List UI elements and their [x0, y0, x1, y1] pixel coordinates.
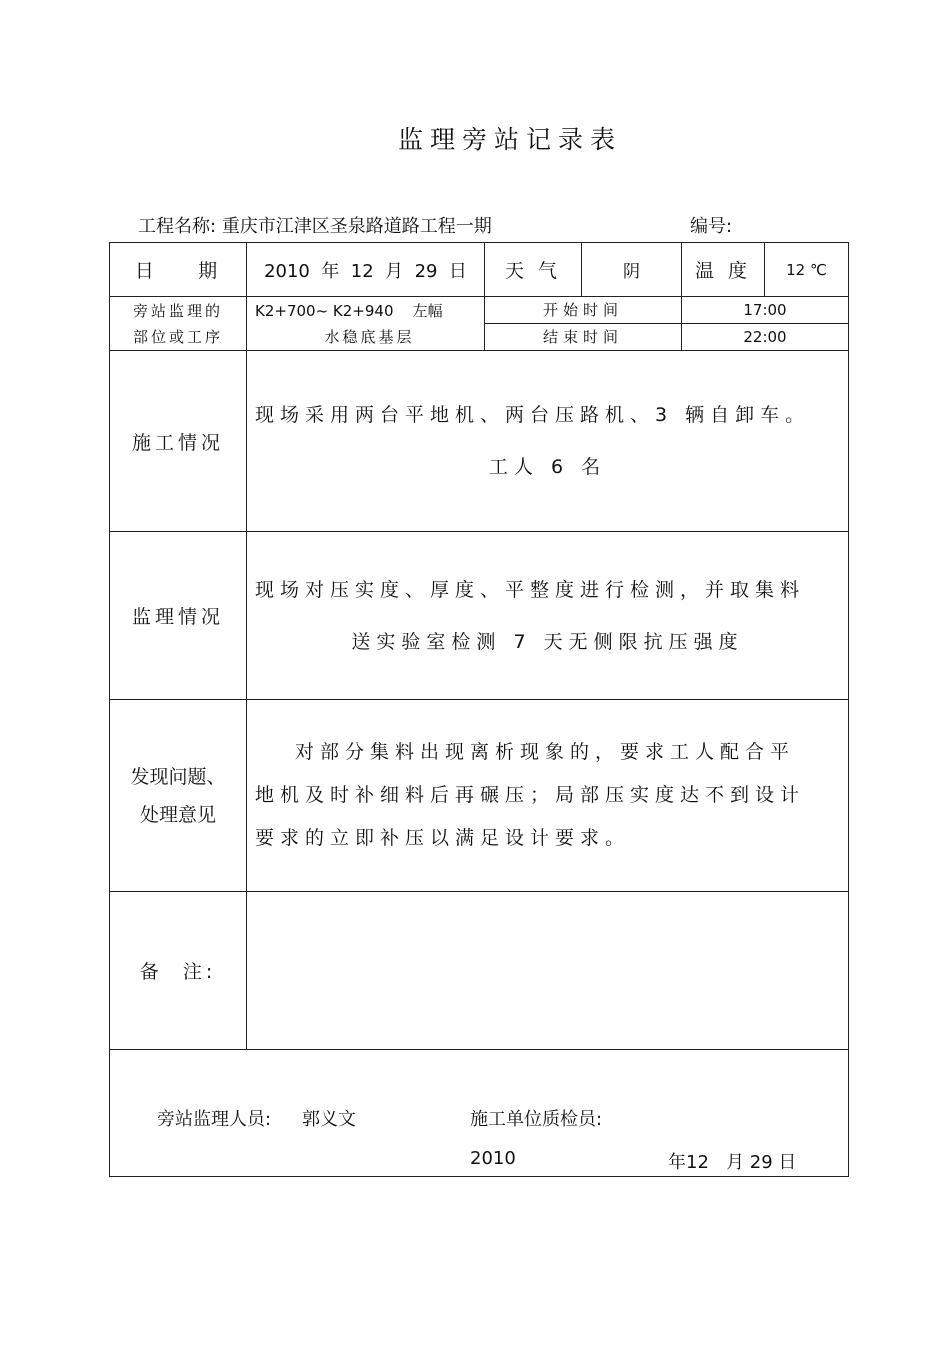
weather-value: 阴 [582, 243, 682, 297]
signature-date: 年12 月 29 日 [668, 1152, 797, 1173]
position-label-line1: 旁站监理的 [132, 301, 223, 320]
start-time-value: 17:00 [682, 297, 848, 324]
end-time-label: 结束时间 [542, 328, 623, 346]
inspector-label: 施工单位质检员: [470, 1109, 603, 1130]
row-date [110, 243, 849, 297]
time-labels [485, 297, 682, 351]
weather-label: 天 气 [485, 243, 582, 297]
issues-label [110, 700, 247, 892]
issues-line2: 地机及时补细料后再碾压；局部压实度达不到设计 [255, 784, 806, 806]
date-value: 2010 年 12 月 29 日 [247, 243, 485, 297]
supervisor-label: 旁站监理人员: [157, 1109, 272, 1130]
time-values [682, 297, 849, 351]
position-value-line2: 水稳底基层 [324, 327, 415, 346]
supervision-content [247, 532, 849, 700]
row-construction [110, 351, 849, 532]
construction-line1: 现场采用两台平地机、两台压路机、3 辆自卸车。 [255, 404, 811, 426]
remarks-label: 备 注: [110, 892, 247, 1050]
row-signature [110, 1050, 849, 1177]
issues-line1: 对部分集料出现离析现象的，要求工人配合平 [295, 741, 796, 763]
row-position [110, 297, 849, 351]
construction-line2: 工人 6 名 [488, 456, 607, 478]
date-label: 日 期 [110, 243, 247, 297]
row-remarks [110, 892, 849, 1050]
row-issues [110, 700, 849, 892]
project-name [138, 212, 492, 238]
temperature-label: 温 度 [682, 243, 765, 297]
issues-label-line1: 发现问题、 [130, 765, 226, 788]
project-name-value: 重庆市江津区圣泉路道路工程一期 [221, 216, 492, 237]
document-title: 监理旁站记录表 [397, 125, 622, 154]
end-time-value: 22:00 [743, 328, 787, 346]
supervisor-name: 郭义文 [302, 1109, 356, 1130]
project-label: 工程名称: [138, 216, 217, 237]
record-table [109, 242, 849, 1177]
temperature-value: 12 ℃ [765, 243, 849, 297]
construction-content [247, 351, 849, 532]
supervision-label: 监理情况 [110, 532, 247, 700]
row-supervision [110, 532, 849, 700]
position-value [247, 297, 485, 351]
position-label-line2: 部位或工序 [132, 327, 223, 346]
start-time-label: 开始时间 [485, 297, 681, 324]
supervision-line2: 送实验室检测 7 天无侧限抗压强度 [351, 630, 744, 653]
position-value-line1: K2+700~ K2+940 左幅 [255, 301, 443, 320]
issues-content [247, 700, 849, 892]
issues-label-line2: 处理意见 [139, 803, 216, 826]
document-code: 编号: [690, 216, 733, 237]
supervision-line1: 现场对压实度、厚度、平整度进行检测，并取集料 [255, 578, 806, 601]
remarks-value [247, 892, 849, 1050]
position-label [110, 297, 247, 351]
construction-label: 施工情况 [110, 351, 247, 532]
signature-year: 2010 [470, 1148, 516, 1169]
signature-area [110, 1050, 849, 1177]
issues-line3: 要求的立即补压以满足设计要求。 [255, 827, 631, 849]
